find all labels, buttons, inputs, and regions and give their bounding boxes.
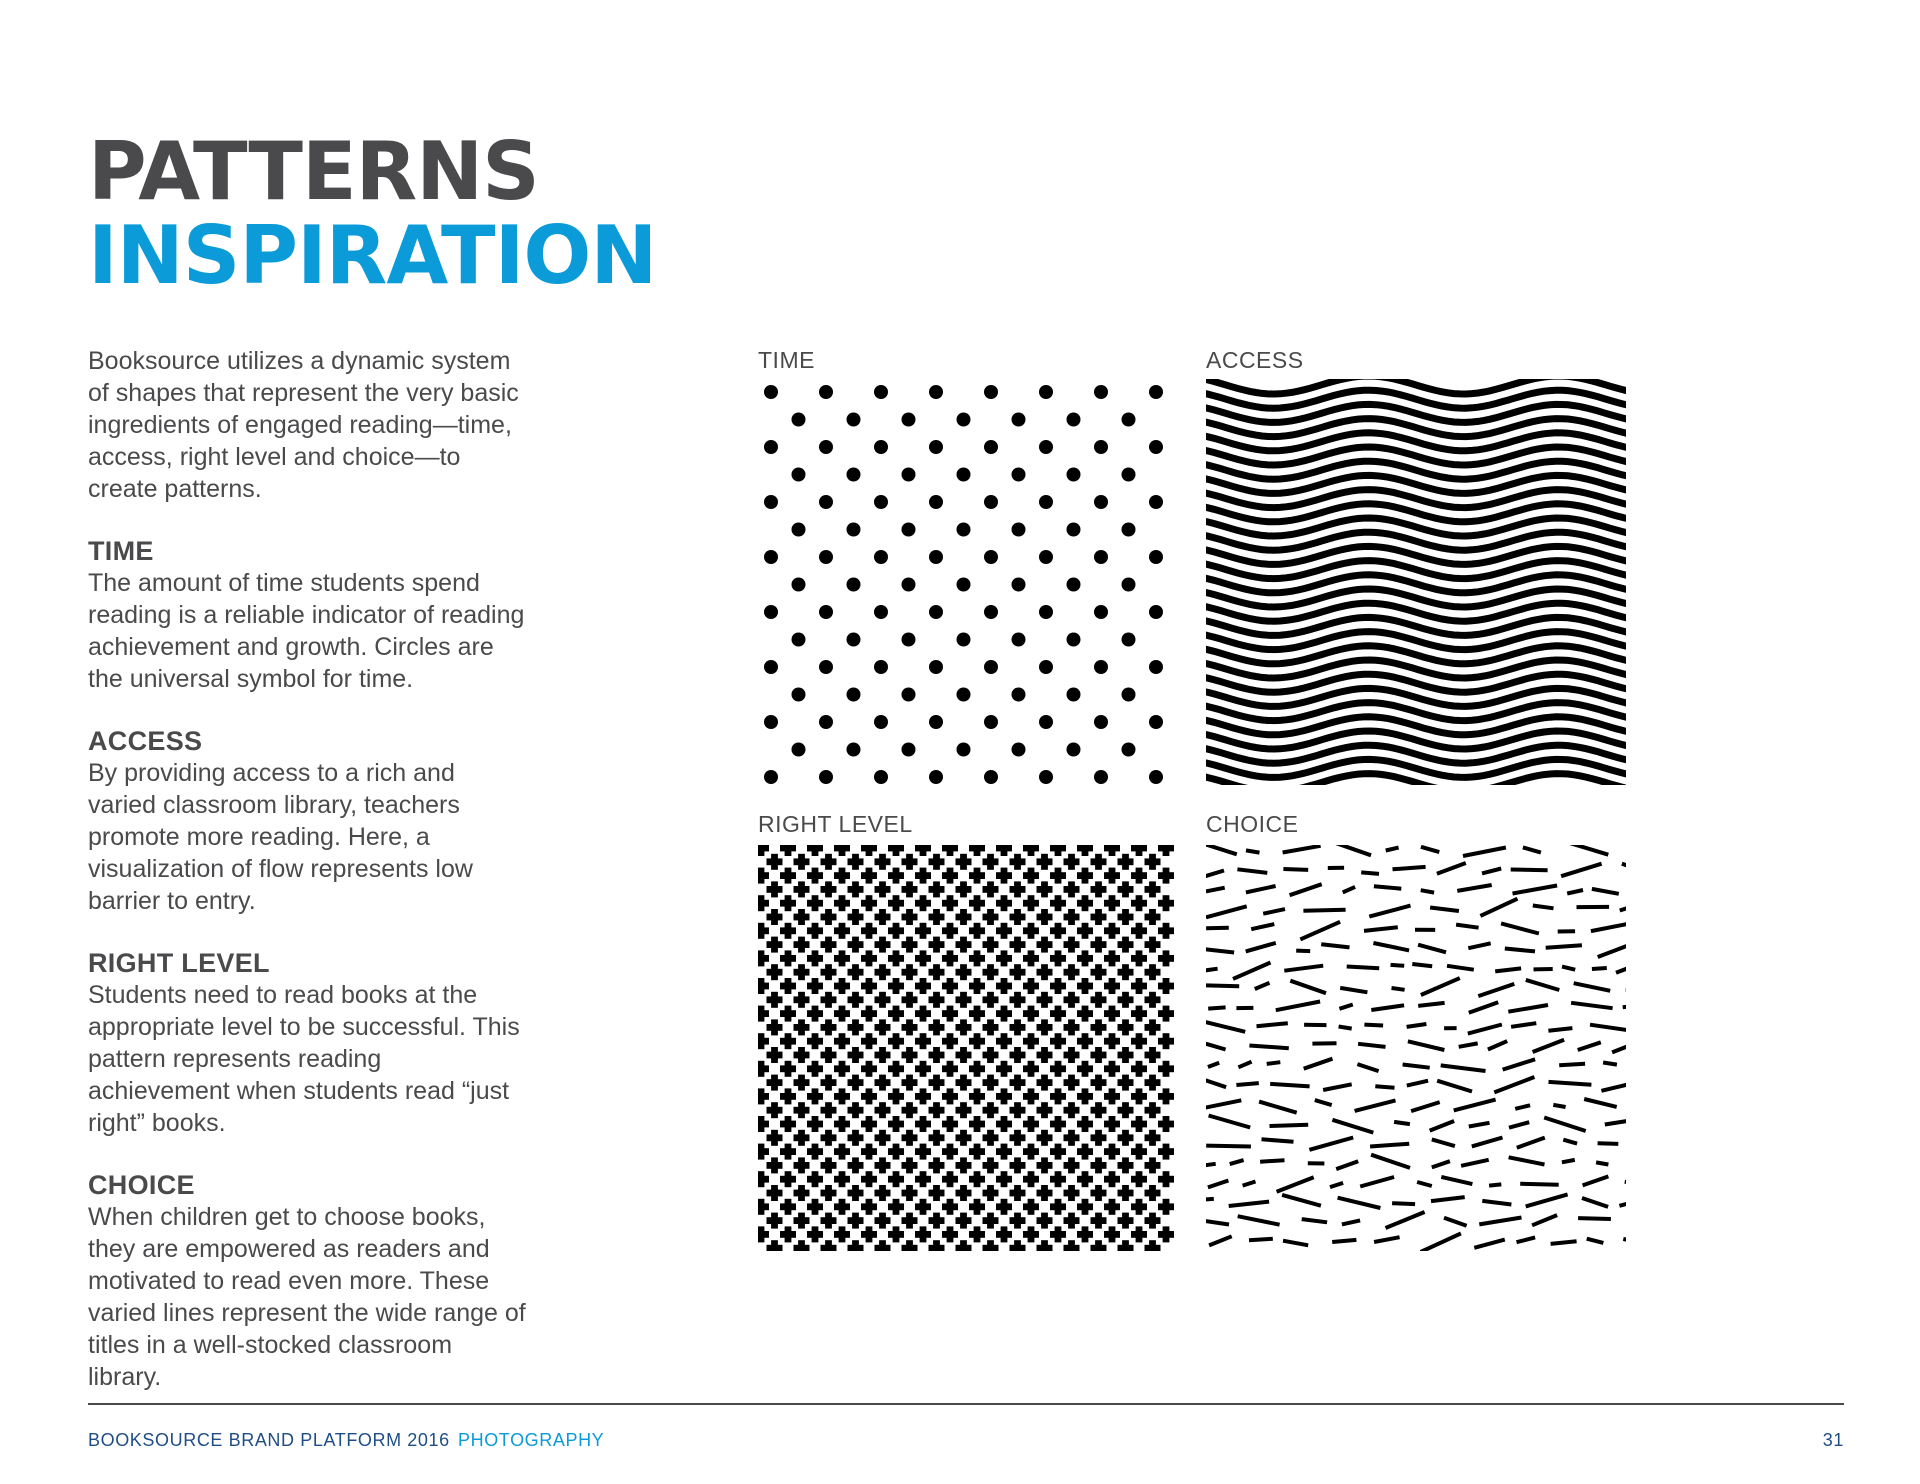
section-heading: CHOICE [88, 1170, 195, 1200]
page-number: 31 [1822, 1430, 1844, 1450]
section-access [88, 725, 528, 917]
access-pattern-tile [1206, 379, 1626, 785]
footer-divider [88, 1403, 1844, 1405]
pattern-label-access: ACCESS [1206, 347, 1304, 373]
footer-section: PHOTOGRAPHY [458, 1430, 605, 1450]
section-body: By providing access to a rich and varied classroom library, teachers promote more reading. Here, a visualization of flow represents low barrier to entry. [88, 759, 473, 915]
time-pattern-tile [758, 379, 1178, 785]
section-heading: ACCESS [88, 726, 203, 756]
page-title [88, 125, 657, 302]
pattern-label-right-level: RIGHT LEVEL [758, 811, 913, 837]
section-time [88, 535, 528, 695]
section-right-level [88, 947, 528, 1139]
pattern-label-time: TIME [758, 347, 815, 373]
section-body: Students need to read books at the appropriate level to be successful. This pattern represents reading achievement when students read “just right” books. [88, 981, 520, 1137]
pattern-label-choice: CHOICE [1206, 811, 1299, 837]
choice-pattern-tile [1206, 845, 1626, 1251]
description-column [88, 345, 528, 1393]
section-body: The amount of time students spend reading is a reliable indicator of reading achievement and growth. Circles are the universal symbol for time. [88, 569, 525, 693]
section-heading: TIME [88, 536, 154, 566]
title-line-inspiration: INSPIRATION [88, 209, 657, 302]
crosses-pattern [758, 845, 1178, 1251]
section-choice [88, 1169, 528, 1393]
dashes-pattern [1206, 845, 1626, 1251]
waves-pattern [1206, 379, 1626, 785]
title-line-patterns: PATTERNS [88, 125, 539, 218]
footer-brand: BOOKSOURCE BRAND PLATFORM 2016 [88, 1430, 450, 1450]
section-heading: RIGHT LEVEL [88, 948, 270, 978]
section-body: When children get to choose books, they are empowered as readers and motivated to read even more. These varied lines represent the wide range of titles in a well-stocked classroom library. [88, 1203, 526, 1391]
dots-pattern [758, 379, 1178, 785]
right-level-pattern-tile [758, 845, 1178, 1251]
intro-paragraph: Booksource utilizes a dynamic system of shapes that represent the very basic ingredients of engaged reading—time, access, right level and choice—to create patterns. [88, 347, 519, 503]
